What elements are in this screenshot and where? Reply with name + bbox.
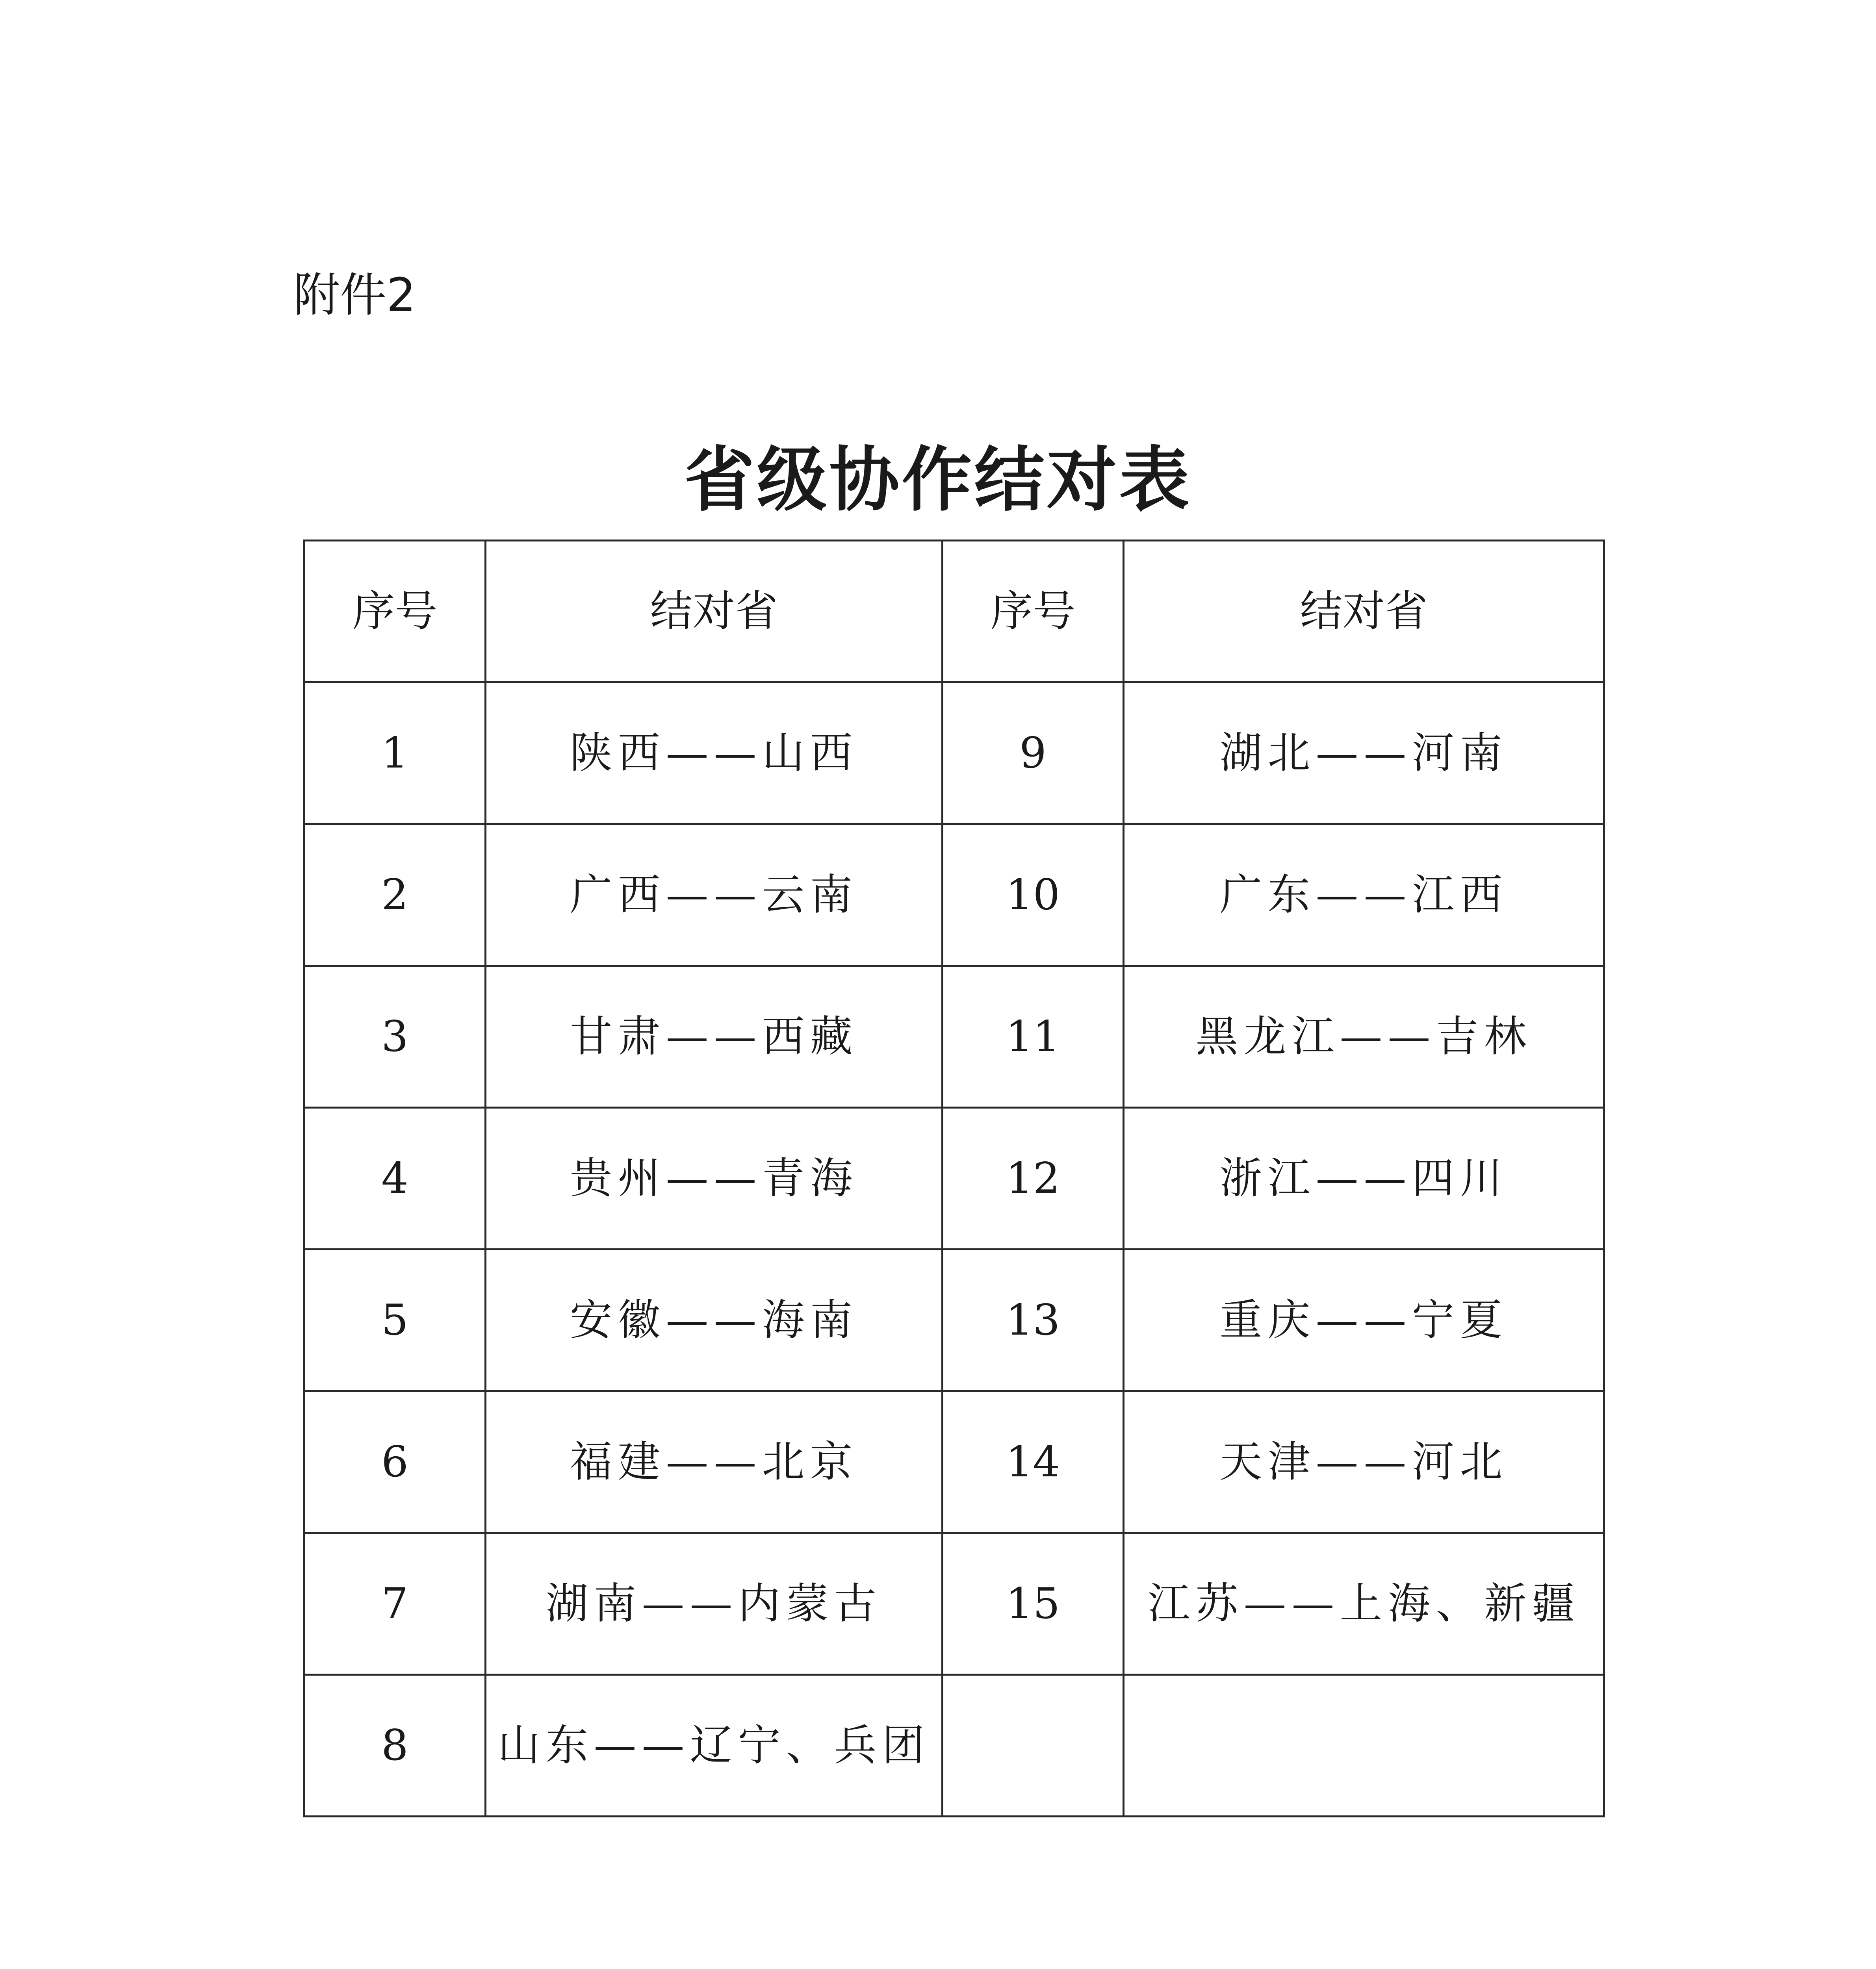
table-row [304, 1533, 1604, 1675]
serial-number-cell: 6 [304, 1391, 486, 1533]
document-title: 省级协作结对表 [684, 439, 1192, 521]
pairing-cell: 贵州——青海 [486, 1108, 943, 1250]
pairing-cell: 甘肃——西藏 [486, 966, 943, 1108]
table-row [304, 966, 1604, 1108]
pairing-cell: 山东——辽宁、兵团 [486, 1675, 943, 1817]
pairing-cell: 陕西——山西 [486, 682, 943, 824]
serial-number-cell: 2 [304, 824, 486, 966]
table-header-row [304, 541, 1604, 682]
table-row [304, 824, 1604, 966]
serial-number-cell: 13 [943, 1250, 1124, 1391]
pairing-cell: 黑龙江——吉林 [1124, 966, 1604, 1108]
pairing-cell: 江苏——上海、新疆 [1124, 1533, 1604, 1675]
table-row [304, 1391, 1604, 1533]
pairing-cell: 天津——河北 [1124, 1391, 1604, 1533]
table-row [304, 1675, 1604, 1817]
serial-number-cell: 4 [304, 1108, 486, 1250]
pairing-cell: 浙江——四川 [1124, 1108, 1604, 1250]
pairing-cell: 湖南——内蒙古 [486, 1533, 943, 1675]
serial-number-cell: 10 [943, 824, 1124, 966]
table-row [304, 1250, 1604, 1391]
serial-number-cell: 14 [943, 1391, 1124, 1533]
table-row [304, 1108, 1604, 1250]
pairing-cell: 重庆——宁夏 [1124, 1250, 1604, 1391]
serial-number-cell: 15 [943, 1533, 1124, 1675]
serial-number-cell: 9 [943, 682, 1124, 824]
serial-number-cell: 7 [304, 1533, 486, 1675]
pairing-cell: 广西——云南 [486, 824, 943, 966]
pairing-cell: 福建——北京 [486, 1391, 943, 1533]
serial-number-cell: 12 [943, 1108, 1124, 1250]
serial-number-cell: 8 [304, 1675, 486, 1817]
empty-cell [1124, 1675, 1604, 1817]
header-serial-number-right: 序号 [943, 541, 1124, 682]
empty-cell [943, 1675, 1124, 1817]
attachment-label: 附件2 [293, 268, 416, 322]
header-paired-provinces-left: 结对省 [486, 541, 943, 682]
pairing-cell: 广东——江西 [1124, 824, 1604, 966]
serial-number-cell: 5 [304, 1250, 486, 1391]
header-serial-number-left: 序号 [304, 541, 486, 682]
serial-number-cell: 11 [943, 966, 1124, 1108]
pairing-table [303, 540, 1605, 1817]
pairing-cell: 安徽——海南 [486, 1250, 943, 1391]
table-row [304, 682, 1604, 824]
serial-number-cell: 3 [304, 966, 486, 1108]
header-paired-provinces-right: 结对省 [1124, 541, 1604, 682]
serial-number-cell: 1 [304, 682, 486, 824]
pairing-cell: 湖北——河南 [1124, 682, 1604, 824]
